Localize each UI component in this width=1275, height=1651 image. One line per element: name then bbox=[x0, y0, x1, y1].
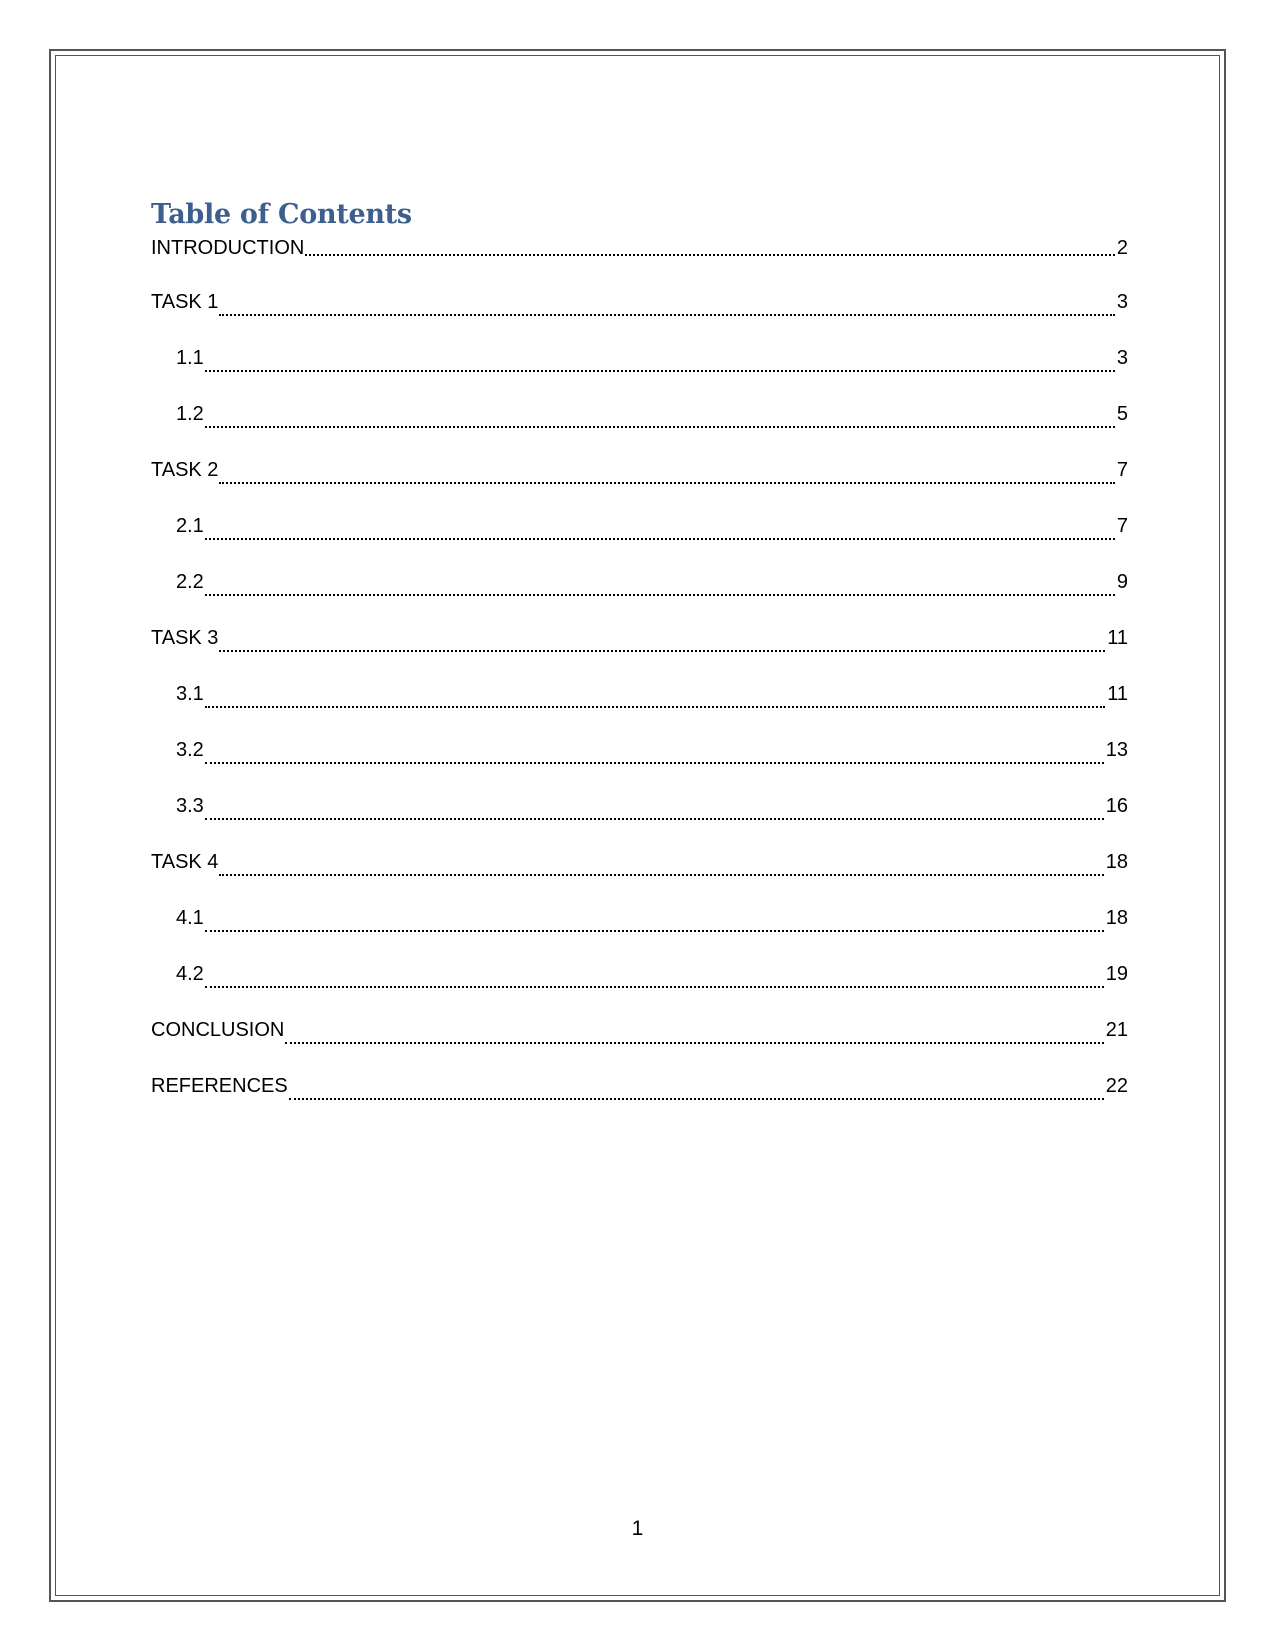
toc-dot-leader bbox=[205, 554, 1115, 610]
toc-dot-leader bbox=[219, 610, 1105, 666]
toc-dot-leader bbox=[289, 1058, 1104, 1114]
toc-entry[interactable] bbox=[151, 554, 1128, 610]
toc-entry-label: REFERENCES bbox=[151, 1075, 288, 1097]
toc-entry[interactable] bbox=[151, 1002, 1128, 1058]
toc-entry-label: 1.1 bbox=[176, 347, 204, 369]
toc-dot-leader bbox=[205, 946, 1104, 1002]
toc-dot-leader bbox=[205, 666, 1105, 722]
toc-entry[interactable] bbox=[151, 778, 1128, 834]
toc-entry-label: CONCLUSION bbox=[151, 1019, 285, 1041]
toc-entry-label: 4.1 bbox=[176, 907, 204, 929]
toc-entry[interactable] bbox=[151, 330, 1128, 386]
toc-entry-page-number: 11 bbox=[1107, 627, 1128, 649]
toc-entry-label: INTRODUCTION bbox=[151, 237, 305, 259]
toc-entry[interactable] bbox=[151, 666, 1128, 722]
toc-dot-leader bbox=[285, 1002, 1103, 1058]
toc-entry[interactable] bbox=[151, 610, 1128, 666]
toc-dot-leader bbox=[205, 498, 1115, 554]
toc-entry[interactable] bbox=[151, 442, 1128, 498]
toc-title: Table of Contents bbox=[151, 199, 412, 230]
toc-dot-leader bbox=[305, 234, 1115, 262]
toc-dot-leader bbox=[219, 442, 1114, 498]
toc-dot-leader bbox=[219, 834, 1103, 890]
toc-dot-leader bbox=[205, 890, 1104, 946]
toc-entry[interactable] bbox=[151, 1058, 1128, 1114]
page-number: 1 bbox=[631, 1517, 644, 1540]
toc-entry[interactable] bbox=[151, 722, 1128, 778]
toc-dot-leader bbox=[205, 778, 1104, 834]
toc-entry-page-number: 13 bbox=[1105, 739, 1128, 761]
toc-entry-label: 2.1 bbox=[176, 515, 204, 537]
toc-entry-page-number: 22 bbox=[1105, 1075, 1128, 1097]
toc-entry-page-number: 18 bbox=[1105, 907, 1128, 929]
toc-entry[interactable] bbox=[151, 274, 1128, 330]
toc-entry-label: 3.2 bbox=[176, 739, 204, 761]
toc-entry-page-number: 3 bbox=[1116, 291, 1128, 313]
toc-entry-page-number: 18 bbox=[1105, 851, 1128, 873]
toc-dot-leader bbox=[205, 386, 1115, 442]
toc-entry-label: 2.2 bbox=[176, 571, 204, 593]
toc-entry-page-number: 3 bbox=[1116, 347, 1128, 369]
toc-entry-page-number: 21 bbox=[1105, 1019, 1128, 1041]
toc-entry-page-number: 2 bbox=[1116, 237, 1128, 259]
toc-entry[interactable] bbox=[151, 890, 1128, 946]
toc-entry[interactable] bbox=[151, 834, 1128, 890]
toc-entry-label: 3.1 bbox=[176, 683, 204, 705]
toc-entry-page-number: 5 bbox=[1116, 403, 1128, 425]
toc-dot-leader bbox=[205, 330, 1115, 386]
toc-list bbox=[151, 234, 1128, 1114]
toc-entry-label: TASK 2 bbox=[151, 459, 219, 481]
toc-entry-label: 1.2 bbox=[176, 403, 204, 425]
toc-entry[interactable] bbox=[151, 386, 1128, 442]
toc-entry-page-number: 16 bbox=[1105, 795, 1128, 817]
toc-dot-leader bbox=[205, 722, 1104, 778]
toc-dot-leader bbox=[219, 274, 1114, 330]
toc-entry-page-number: 7 bbox=[1116, 459, 1128, 481]
toc-entry[interactable] bbox=[151, 234, 1128, 274]
table-of-contents bbox=[151, 196, 1128, 1114]
toc-entry-label: TASK 1 bbox=[151, 291, 219, 313]
toc-entry-label: 4.2 bbox=[176, 963, 204, 985]
toc-entry-page-number: 7 bbox=[1116, 515, 1128, 537]
toc-entry-page-number: 11 bbox=[1107, 683, 1128, 705]
toc-entry-label: TASK 3 bbox=[151, 627, 219, 649]
toc-entry-page-number: 19 bbox=[1105, 963, 1128, 985]
toc-entry-label: TASK 4 bbox=[151, 851, 219, 873]
toc-entry-label: 3.3 bbox=[176, 795, 204, 817]
toc-entry-page-number: 9 bbox=[1116, 571, 1128, 593]
toc-entry[interactable] bbox=[151, 946, 1128, 1002]
toc-entry[interactable] bbox=[151, 498, 1128, 554]
